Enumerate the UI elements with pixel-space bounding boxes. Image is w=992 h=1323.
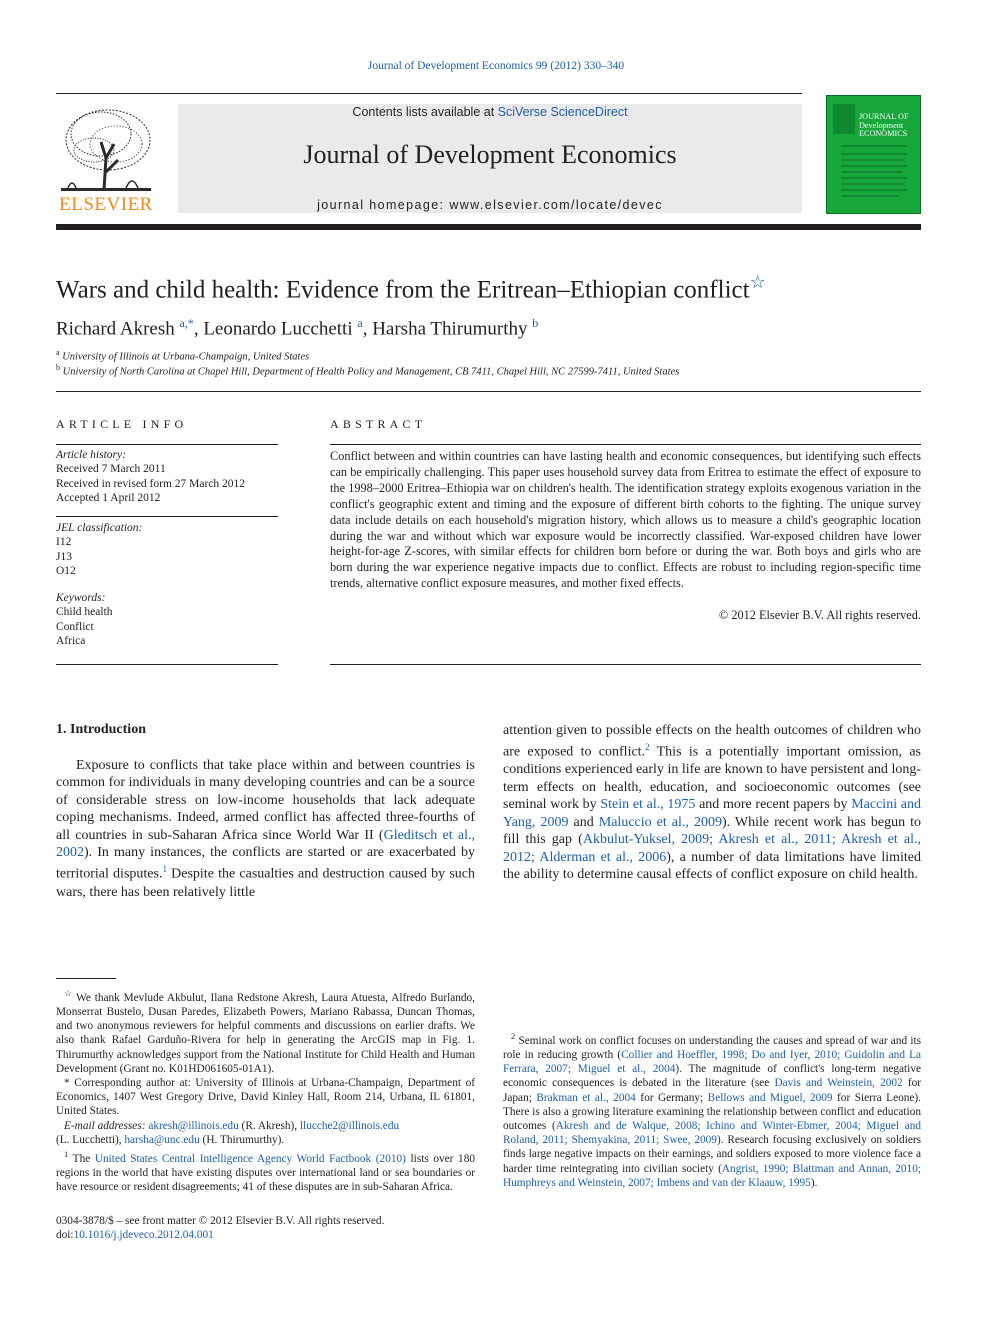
issn-line: 0304-3878/$ – see front matter © 2012 Elsevier B.V. All rights reserved. (56, 1215, 385, 1227)
affiliation-b: $^b$ University of North Carolina at Chapel Hill, Department of Health Policy and Management, CB 7411, Chapel Hill, NC 27599-7411, United States (56, 363, 680, 378)
article-info-heading: ARTICLE INFO (56, 417, 188, 431)
doi-line: doi:10.1016/j.jdeveco.2012.04.001 (56, 1229, 214, 1242)
footnote-acknowledgement: ☆ We thank Mevlude Akbulut, Ilana Redstone Akresh, Laura Atuesta, Alfredo Burlando, Monserrat Bustelo, Dusan Paredes, Elizabeth Powers, Mariano Rabassa, Duncan Thomas, and two anonymous reviewers for helpful comments and discussions on earlier drafts. We also thank Rafael Garduño-Rivera for help in generating the ArcGIS map in Fig. 1. Thirumurthy acknowledges support from the National Institute for Child Health and Human Development (Grant no. K01HD061605-01A1). (56, 988, 476, 1075)
footnote-corresponding-author: * Corresponding author at: University of Illinois at Urbana-Champaign, Department of Economics, 1407 West Gregory Drive, David Kinley Hall, Room 214, Urbana, IL 61801, United States. (56, 1076, 475, 1118)
jel-classification: JEL classification: I12 J13 O12 (56, 522, 143, 577)
citation-link[interactable]: Davis and Weinstein, 2002 (774, 1077, 903, 1090)
divider (330, 444, 921, 445)
body-column-left (56, 757, 475, 901)
citation-link[interactable]: Angrist, 1990; Blattman and Annan, 2010; Humphreys and Weinstein, 2007; Imbens and van der Klaauw, 1995 (503, 1162, 921, 1189)
divider (330, 664, 921, 665)
header-thick-rule (56, 224, 921, 230)
article-history: Article history: Received 7 March 2011 Received in revised form 27 March 2012 Accepted 1 April 2012 (56, 449, 246, 504)
homepage-url[interactable]: www.elsevier.com/locate/devec (449, 198, 663, 212)
title-footnote-mark[interactable]: ☆ (749, 272, 766, 292)
author-list: Richard Akresh $^{a,*}$, Leonardo Lucchetti $^a$, Harsha Thirumurthy $^b$ (56, 316, 539, 340)
paragraph: Exposure to conflicts that take place within and between countries is common for individuals in many developing countries and can be a source of considerable stress on low-income households that lack adequate coping mechanisms. Indeed, armed conflict has affected three-fourths of all countries in sub-Saharan Africa since World War II (Gleditsch et al., 2002). In many instances, the conflicts are started or are exacerbated by territorial disputes.$^1$ Despite the casualties and destruction caused by such wars, there has been relatively little (56, 758, 475, 900)
footnote-1: $^1$ The United States Central Intelligence Agency World Factbook (2010) lists over 180 regions in the world that have existing disputes over international land or sea boundaries or have resource or resident disagreements; 41 of these disputes are in sub-Saharan Africa. (56, 1149, 476, 1194)
article-title-text: Wars and child health: Evidence from the Eritrean–Ethiopian conflict (56, 276, 750, 304)
affiliation-a: $^a$ University of Illinois at Urbana-Champaign, United States (56, 348, 310, 363)
author-affiliation-mark[interactable]: b (532, 316, 539, 330)
divider (56, 391, 921, 392)
cover-title: JOURNAL OF Development ECONOMICS (859, 112, 909, 139)
abstract-text: Conflict between and within countries can have lasting health and economic consequences, but identifying such effects can be empirically challenging. This paper uses household survey data from Eritrea to estimate the effect of exposure to the 1998–2000 Eritrea–Ethiopia war on children's health. The identification strategy exploits exogenous variation in the conflict's geographic extent and timing and the exposure of different birth cohorts to the fighting. The unique survey data include details on each household's migration history, which allows us to measure a child's geographic location during the war and without which war exposure would be incorrectly classified. War-exposed children have lower height-for-age Z-scores, with similar effects for children born before or during the war. Both boys and girls who are born during the war experience negative impacts due to conflict. Effects are robust to including region-specific time trends, alternative conflict exposure measures, and mother fixed effects. (330, 449, 921, 591)
journal-homepage[interactable] (178, 198, 802, 212)
contents-prefix: Contents lists available at (352, 105, 498, 119)
divider (56, 444, 278, 445)
author-affiliation-mark[interactable]: a (357, 316, 363, 330)
footnote-2: $^2$ Seminal work on conflict focuses on understanding the causes and spread of war and its role in reducing growth (Collier and Hoeffler, 1998; Do and Iyer, 2010; Guidolin and La Ferrara, 2007; Miguel et al., 2004). The magnitude of conflict's long-term negative economic consequences is debated in the literature (see Davis and Weinstein, 2002 for Japan; Brakman et al., 2004 for Germany; Bellows and Miguel, 2009 for Sierra Leone). There is also a growing literature examining the relationship between conflict and education outcomes (Akresh and de Walque, 2008; Ichino and Winter-Ebmer, 2004; Miguel and Roland, 2011; Shemyakina, 2011; Swee, 2009). Research focusing exclusively on soldiers finds large negative impacts on their earnings, and soldiers exposed to more violence face a harder time reintegrating into civilian society (Angrist, 1990; Blattman and Annan, 2010; Humphreys and Weinstein, 2007; Imbens and van der Klaauw, 1995). (503, 1031, 922, 1189)
citation-link[interactable]: United States Central Intelligence Agency World Factbook (2010) (94, 1152, 406, 1165)
footnotes-right (503, 1029, 921, 1190)
citation-link[interactable]: Brakman et al., 2004 (536, 1091, 636, 1104)
issn-doi-block (56, 1214, 384, 1242)
footnote-ref[interactable]: 2 (645, 742, 650, 753)
abstract-heading: ABSTRACT (330, 417, 427, 431)
abstract-copyright: © 2012 Elsevier B.V. All rights reserved. (718, 608, 921, 622)
author-affiliation-mark[interactable]: a,* (179, 316, 194, 330)
keywords: Keywords: Child health Conflict Africa (56, 592, 113, 647)
divider (56, 664, 278, 665)
author-name[interactable]: Richard Akresh (56, 318, 175, 340)
footnote-ref[interactable]: 1 (162, 864, 167, 875)
article-title (56, 272, 766, 304)
header-top-rule (56, 93, 802, 94)
section-heading: 1. Introduction (56, 722, 146, 737)
citation-link[interactable]: Maluccio et al., 2009 (598, 814, 722, 830)
running-head[interactable]: Journal of Development Economics 99 (2012) 330–340 (367, 60, 625, 72)
journal-name[interactable]: Journal of Development Economics (303, 140, 677, 169)
citation-link[interactable]: Bellows and Miguel, 2009 (707, 1091, 833, 1104)
citation-link[interactable]: Stein et al., 1975 (600, 797, 696, 813)
homepage-prefix: journal homepage: (317, 198, 450, 212)
sciencedirect-link[interactable]: SciVerse ScienceDirect (497, 105, 628, 119)
doi-link[interactable]: 10.1016/j.jdeveco.2012.04.001 (73, 1229, 214, 1242)
author-name[interactable]: Harsha Thirumurthy (372, 318, 528, 340)
paragraph: attention given to possible effects on the health outcomes of children who are exposed to conflict.$^2$ This is a potentially important omission, as conditions experienced early in life are known to have persistent and long-term effects on health, education, and socioeconomic outcomes (see seminal work by Stein et al., 1975 and more recent papers by Maccini and Yang, 2009 and Maluccio et al., 2009). While recent work has begun to fill this gap (Akbulut-Yuksel, 2009; Akresh et al., 2011; Akresh et al., 2012; Alderman et al., 2006), a number of data limitations have limited the ability to determine causal effects of conflict exposure on child health. (503, 723, 922, 882)
citation-link[interactable]: Maccini and Yang, 2009 (503, 797, 921, 830)
contents-line (178, 105, 802, 119)
email-link[interactable]: akresh@illinois.edu (148, 1119, 239, 1132)
citation-link[interactable]: Akbulut-Yuksel, 2009; Akresh et al., 2011; Akresh et al., 2012; Alderman et al., 2006 (503, 832, 921, 865)
elsevier-wordmark: ELSEVIER (59, 194, 153, 215)
citation-link[interactable]: Collier and Hoeffler, 1998; Do and Iyer, 2010; Guidolin and La Ferrara, 2007; Miguel et al., 2004 (503, 1048, 922, 1076)
author-name[interactable]: Leonardo Lucchetti (203, 318, 353, 340)
body-column-right (503, 722, 921, 883)
email-link[interactable]: harsha@unc.edu (124, 1133, 200, 1146)
citation-link[interactable]: Gleditsch et al., 2002 (56, 827, 475, 861)
divider (56, 516, 278, 517)
citation-link[interactable]: Akresh and de Walque, 2008; Ichino and Winter-Ebmer, 2004; Miguel and Roland, 2011; Shemyakina, 2011; Swee, 2009 (503, 1119, 921, 1147)
footnote-rule (56, 978, 116, 979)
footnotes-left (56, 986, 475, 1194)
footnote-emails: E-mail addresses: akresh@illinois.edu (R. Akresh), llucche2@illinois.edu (L. Lucchetti), harsha@unc.edu (H. Thirumurthy). (56, 1119, 400, 1146)
email-link[interactable]: llucche2@illinois.edu (299, 1119, 400, 1132)
